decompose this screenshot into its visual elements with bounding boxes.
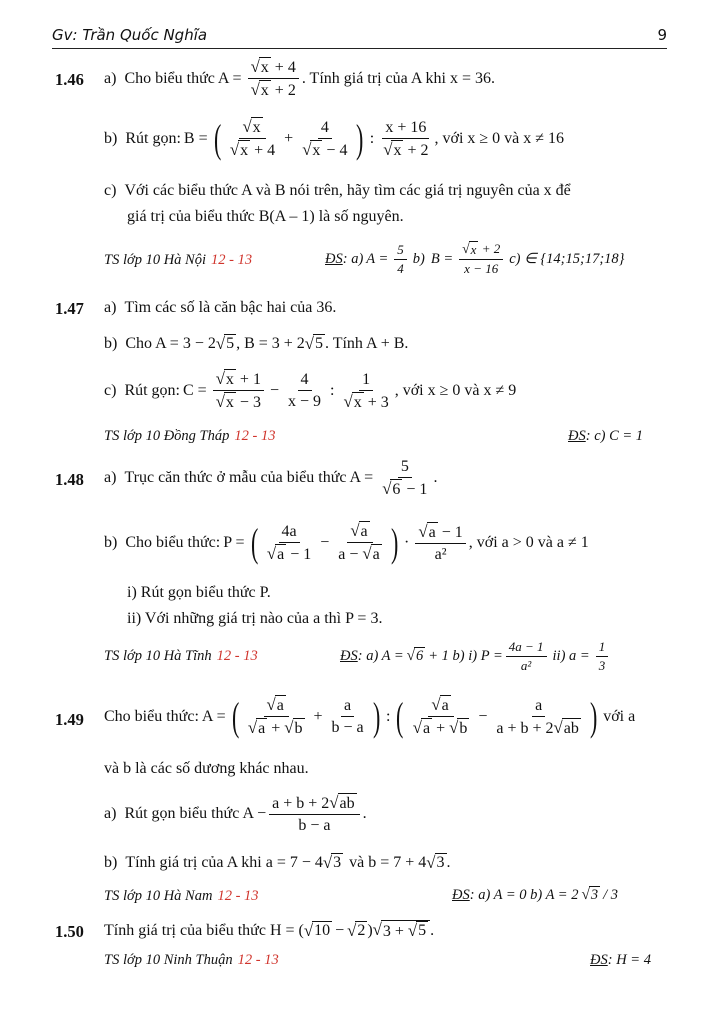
problem-1-49-a: a) Rút gọn biểu thức A − a + b + 2 √ ab b − a . xyxy=(104,793,367,835)
answer-1-46: ĐS : a) A = $\frac{5}{4}$ b) B = √ x + 2 x − 16 c) ∈ {14;15;17;18} xyxy=(325,241,625,276)
source-1-48: TS lớp 10 Hà Tĩnh 12 - 13 xyxy=(104,648,258,664)
answer-1-48: ĐS : a) A = √ 6 + 1 b) i) P = $\frac{4a - 1}{\text{a²}}$ ii) a = $\frac{1}{3}$ xyxy=(340,632,611,680)
problem-number-1-49: 1.49 xyxy=(55,710,84,729)
problem-number-1-47: 1.47 xyxy=(55,299,84,318)
problem-1-46-c-line2: giá trị của biểu thức B(A – 1) là số nguyên. xyxy=(127,208,404,225)
source-1-47: TS lớp 10 Đồng Tháp 12 - 13 xyxy=(104,428,276,444)
page-header xyxy=(52,24,667,49)
problem-1-47-a: a) Tìm các số là căn bậc hai của 36. xyxy=(104,299,337,316)
source-1-46: TS lớp 10 Hà Nội 12 - 13 xyxy=(104,251,253,268)
problem-1-49-b: b) Tính giá trị của A khi a = 7 − 4 √ 3 và b = 7 + 4 √ 3 . xyxy=(104,853,451,872)
answer-1-49: ĐS : a) A = 0 b) A = 2 √ 3 / 3 xyxy=(452,886,618,903)
answer-1-50: ĐS : H = 4 xyxy=(590,952,651,968)
problem-1-48-b-ii: ii) Với những giá trị nào của a thì P = 3. xyxy=(127,610,383,627)
problem-1-48-a: a) Trục căn thức ở mẫu của biểu thức A = 5 √ 6 − 1 . xyxy=(104,458,438,499)
problem-1-47-c: c) Rút gọn: C = √ x + 1 √ x − 3 − $\frac{4}{x - 9}$ : 1 √ x + 3 , với x ≥ 0 và x ≠ 9 xyxy=(104,369,517,412)
problem-1-49-expression: Cho biểu thức: A = ( √ a √ a + √ b + $\frac{a}{b - a}$ ) : ( √ a √ a + √ b − a a + b + 2 √ ab ) với a xyxy=(104,693,636,739)
problem-1-46-c: c) Với các biểu thức A và B nói trên, hãy tìm các giá trị nguyên của x để xyxy=(104,182,571,199)
problem-1-48-b-i: i) Rút gọn biểu thức P. xyxy=(127,584,271,601)
problem-1-49-line2: và b là các số dương khác nhau. xyxy=(104,760,309,777)
answer-1-47: ĐS : c) C = 1 xyxy=(568,428,644,444)
problem-1-50-expression: Tính giá trị của biểu thức H = ( √ 10 − √ 2 ) √ 3 + √ 5 . xyxy=(104,920,435,940)
author-name: Gv: Trần Quốc Nghĩa xyxy=(52,26,208,44)
problem-1-48-b: b) Cho biểu thức: P = ( 4a √ a − 1 − √ a a − √ a ) · √ a − 1 a² , với a > 0 và a ≠ 1 xyxy=(104,519,589,565)
problem-1-46-a: a) Cho biểu thức A = √ x + 4 √ x + 2 . Tính giá trị của A khi x = 36. xyxy=(104,56,723,101)
problem-number-1-48: 1.48 xyxy=(55,470,84,489)
problem-number-1-50: 1.50 xyxy=(55,922,84,941)
page-number: 9 xyxy=(657,26,667,44)
source-1-49: TS lớp 10 Hà Nam 12 - 13 xyxy=(104,888,259,904)
fraction: √ x + 4 √ x + 2 xyxy=(248,56,299,101)
problem-1-47-b: b) Cho A = 3 − 2 √ 5 , B = 3 + 2 √ 5 . Tính A + B. xyxy=(104,334,409,353)
source-1-50: TS lớp 10 Ninh Thuận 12 - 13 xyxy=(104,952,279,968)
problem-number-1-46: 1.46 xyxy=(55,70,84,89)
problem-1-46-b: b) Rút gọn: B = ( √ x √ x + 4 + 4 √ x − 4 ) : x + 16 √ x + 2 , với x ≥ 0 và x ≠ 16 xyxy=(104,115,565,161)
